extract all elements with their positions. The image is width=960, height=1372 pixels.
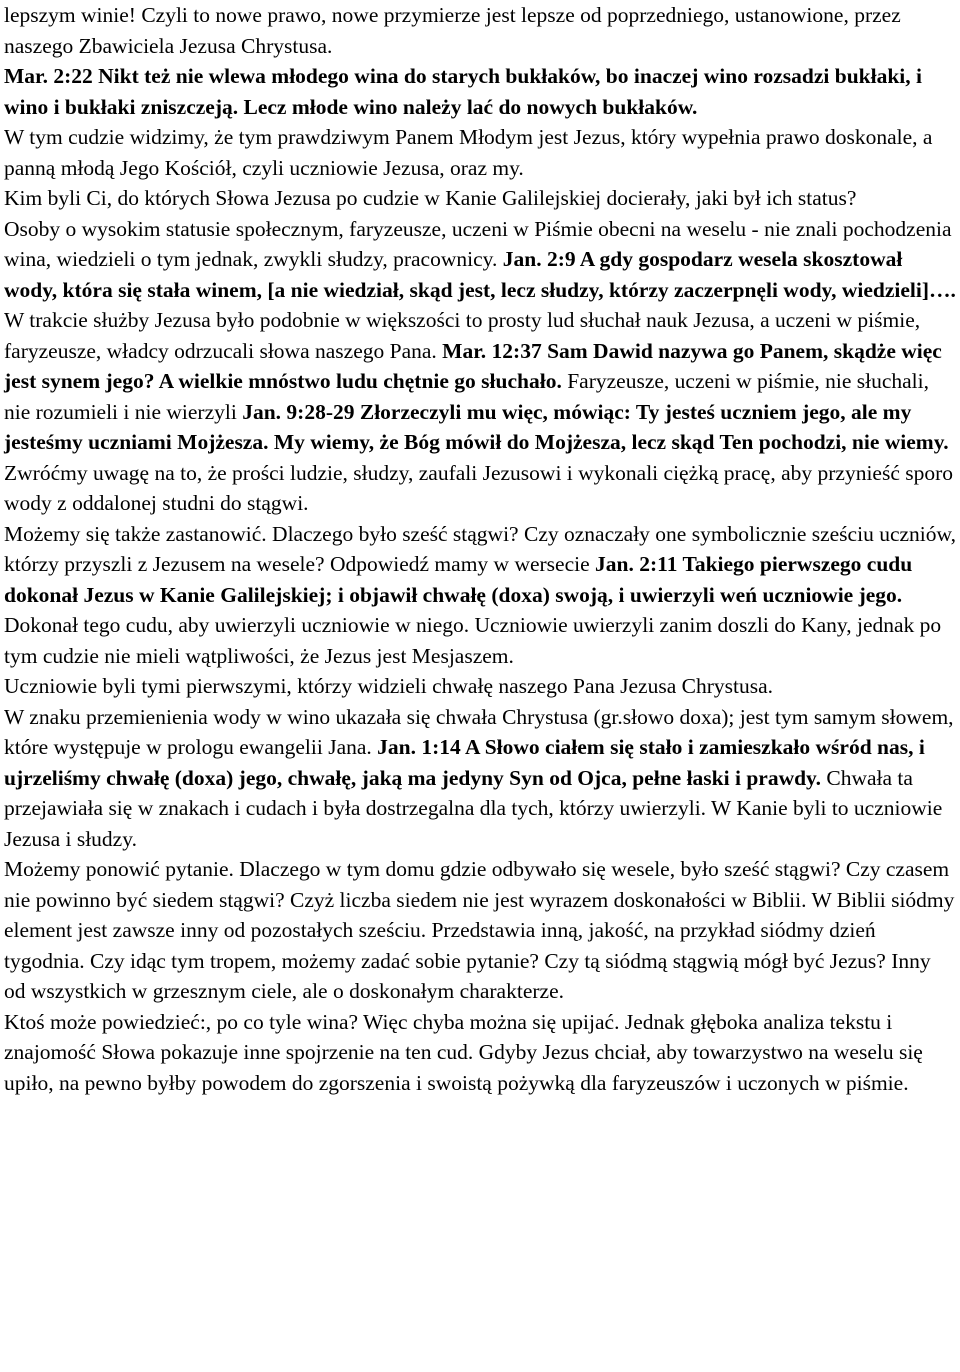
paragraph	[4, 854, 956, 1007]
text-run: W znaku przemienienia wody w wino ukazała się chwała Chrystusa (gr.słowo doxa); jest tym samym słowem, które występuje w prologu ewangelii Jana.	[4, 704, 954, 759]
text-run: W trakcie służby Jezusa było podobnie w większości to prosty lud słuchał nauk Jezusa, a uczeni w piśmie, faryzeusze, władcy odrzucali słowa naszego Pana.	[4, 308, 921, 363]
paragraph	[4, 214, 956, 306]
text-run: Kim byli Ci, do których Słowa Jezusa po cudzie w Kanie Galilejskiej docierały, jaki był ich status?	[4, 186, 857, 210]
paragraph	[4, 1007, 956, 1099]
paragraph-question	[4, 183, 956, 214]
paragraph	[4, 610, 956, 671]
text-run: Osoby o wysokim statusie społecznym, faryzeusze, uczeni w Piśmie obecni na weselu - nie znali pochodzenia wina, wiedzieli o tym jednak, zwykli słudzy, pracownicy.	[4, 216, 952, 271]
scripture-quote: Mar. 2:22 Nikt też nie wlewa młodego wina do starych bukłaków, bo inaczej wino rozsadzi bukłaki, i wino i bukłaki zniszczeją. Lecz młode wino należy lać do nowych bukłaków.	[4, 64, 922, 119]
paragraph-scripture	[4, 61, 956, 122]
paragraph	[4, 305, 956, 458]
paragraph	[4, 0, 956, 61]
scripture-quote: Mar. 12:37 Sam Dawid nazywa go Panem, skądże więc jest synem jego? A wielkie mnóstwo ludu chętnie go słuchało.	[4, 338, 942, 393]
paragraph	[4, 122, 956, 183]
text-run: Chwała ta przejawiała się w znakach i cudach i była dostrzegalna dla tych, którzy uwierzyli. W Kanie byli to uczniowie Jezusa i słudzy.	[4, 765, 943, 851]
paragraph	[4, 702, 956, 855]
paragraph	[4, 519, 956, 611]
text-run: W tym cudzie widzimy, że tym prawdziwym Panem Młodym jest Jezus, który wypełnia prawo doskonale, a panną młodą Jego Kościół, czyli uczniowie Jezusa, oraz my.	[4, 125, 933, 180]
text-run: lepszym winie! Czyli to nowe prawo, nowe przymierze jest lepsze od poprzedniego, ustanowione, przez naszego Zbawiciela Jezusa Chrystusa.	[4, 3, 901, 58]
paragraph	[4, 671, 956, 702]
text-run: Faryzeusze, uczeni w piśmie, nie słuchali, nie rozumieli i nie wierzyli	[4, 369, 929, 424]
text-run: Możemy się także zastanowić. Dlaczego było sześć stągwi? Czy oznaczały one symbolicznie sześciu uczniów, którzy przyszli z Jezusem na wesele? Odpowiedź mamy w wersecie	[4, 521, 957, 576]
text-run: Dokonał tego cudu, aby uwierzyli uczniowie w niego. Uczniowie uwierzyli zanim doszli do Kany, jednak po tym cudzie nie mieli wątpliwości, że Jezus jest Mesjaszem.	[4, 613, 942, 668]
scripture-quote: Jan. 1:14 A Słowo ciałem się stało i zamieszkało wśród nas, i ujrzeliśmy chwałę (doxa) jego, chwałę, jaką ma jedyny Syn od Ojca, pełne łaski i prawdy.	[4, 735, 925, 790]
scripture-quote: Jan. 2:11 Takiego pierwszego cudu dokonał Jezus w Kanie Galilejskiej; i objawił chwałę (doxa) swoją, i uwierzyli weń uczniowie jego.	[4, 552, 913, 607]
scripture-quote: Jan. 9:28-29 Złorzeczyli mu więc, mówiąc: Ty jesteś uczniem jego, ale my jesteśmy uczniami Mojżesza. My wiemy, że Bóg mówił do Mojżesza, lecz skąd Ten pochodzi, nie wiemy.	[4, 399, 949, 454]
text-run: Ktoś może powiedzieć:, po co tyle wina? Więc chyba można się upijać. Jednak głęboka analiza tekstu i znajomość Słowa pokazuje inne spojrzenie na ten cud. Gdyby Jezus chciał, aby towarzystwo na weselu się upiło, na pewno byłby powodem do zgorszenia i swoistą pożywką dla faryzeuszów i uczonych w piśmie.	[4, 1009, 923, 1095]
text-run: Zwróćmy uwagę na to, że prości ludzie, słudzy, zaufali Jezusowi i wykonali ciężką pracę, aby przynieść sporo wody z oddalonej studni do stągwi.	[4, 460, 954, 515]
document-page	[4, 0, 956, 1098]
text-run: Możemy ponowić pytanie. Dlaczego w tym domu gdzie odbywało się wesele, było sześć stągwi? Czy czasem nie powinno być siedem stągwi? Czyż liczba siedem nie jest wyrazem doskonałości w Biblii. W Biblii siódmy element jest zawsze inny od pozostałych sześciu. Przedstawia inną, jakość, na przykład siódmy dzień tygodnia. Czy idąc tym tropem, możemy zadać sobie pytanie? Czy tą siódmą stągwią mógł być Jezus? Inny od wszystkich w grzesznym ciele, ale o doskonałym charakterze.	[4, 857, 955, 1003]
scripture-quote: Jan. 2:9 A gdy gospodarz wesela skosztował wody, która się stała winem, [a nie wiedział, skąd jest, lecz słudzy, którzy zaczerpnęli wody, wiedzieli]….	[4, 247, 956, 302]
paragraph	[4, 458, 956, 519]
text-run: Uczniowie byli tymi pierwszymi, którzy widzieli chwałę naszego Pana Jezusa Chrystusa.	[4, 674, 774, 698]
